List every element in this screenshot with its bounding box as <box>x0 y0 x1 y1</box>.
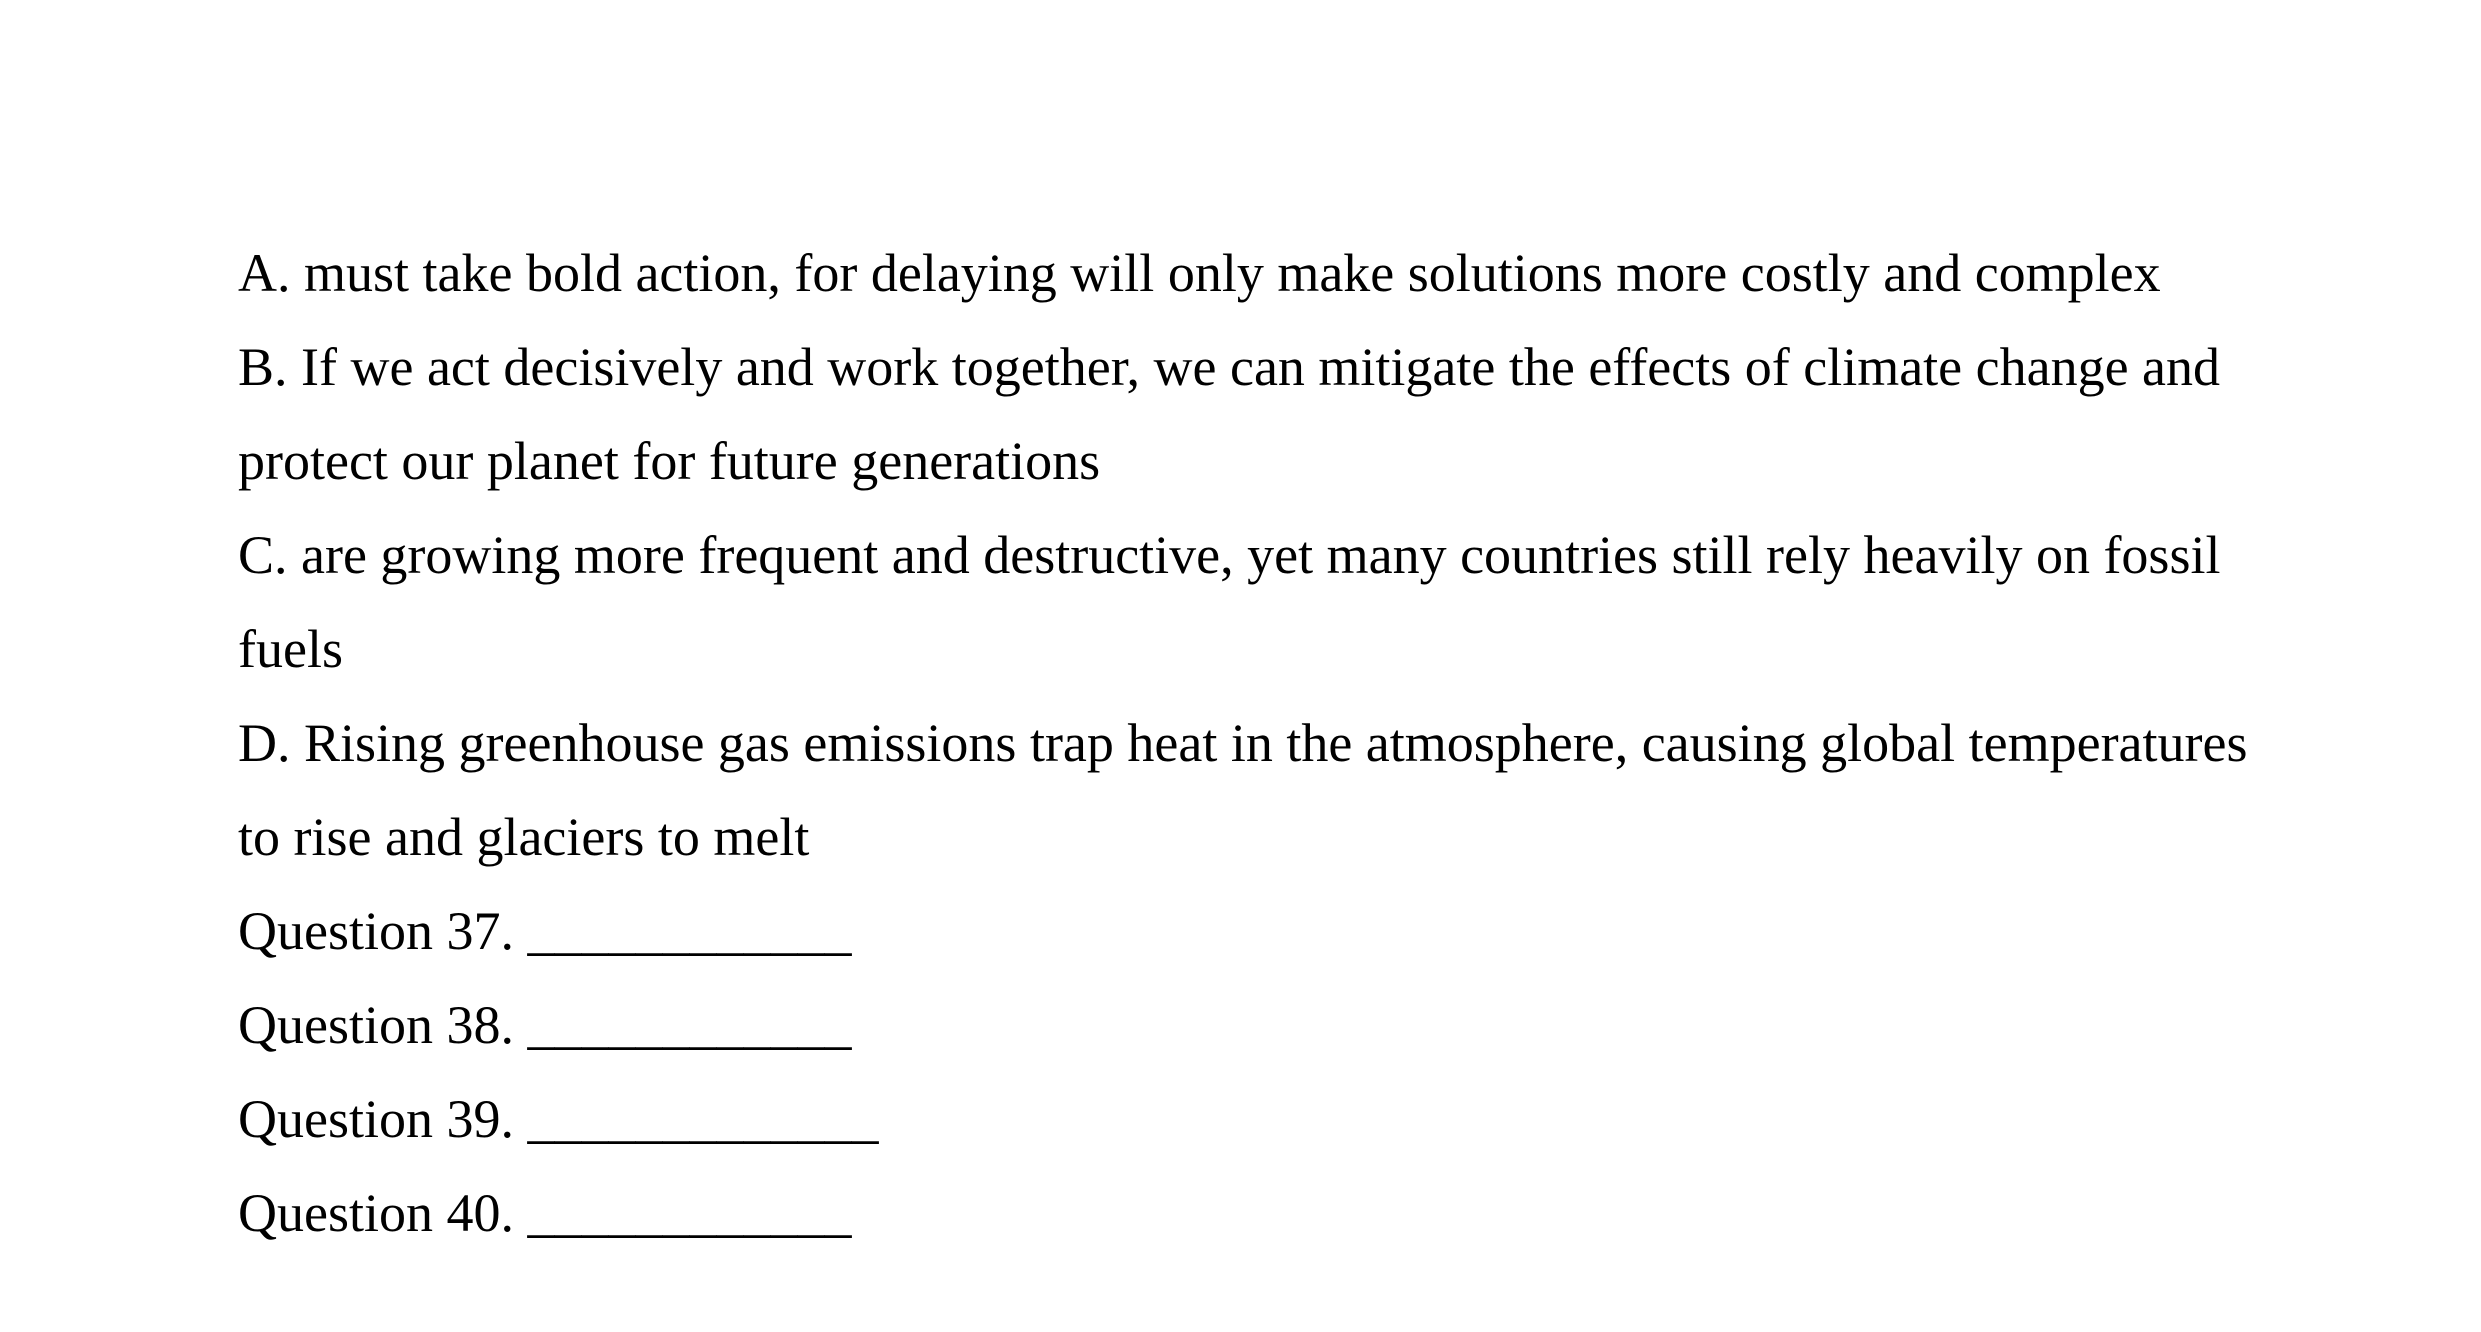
question-40-answer-blank[interactable]: ____________ <box>527 1183 852 1243</box>
question-39-label: Question 39. <box>238 1089 514 1149</box>
question-38-label: Question 38. <box>238 995 514 1055</box>
question-38-answer-blank[interactable]: ____________ <box>527 995 852 1055</box>
option-b-line-2: protect our planet for future generations <box>238 431 1101 491</box>
document-page <box>238 226 2368 1260</box>
question-37-label: Question 37. <box>238 901 514 961</box>
question-40-label: Question 40. <box>238 1183 514 1243</box>
option-d-line-1: D. Rising greenhouse gas emissions trap heat in the atmosphere, causing global temperatures <box>238 713 2248 773</box>
option-c-line-2: fuels <box>238 619 343 679</box>
option-a-line-1: A. must take bold action, for delaying will only make solutions more costly and complex <box>238 243 2161 303</box>
option-b-line-1: B. If we act decisively and work together, we can mitigate the effects of climate change and <box>238 337 2221 397</box>
option-c <box>238 508 2368 696</box>
question-39 <box>238 1072 2368 1166</box>
question-38 <box>238 978 2368 1072</box>
question-39-answer-blank[interactable]: _____________ <box>527 1089 879 1149</box>
option-c-line-1: C. are growing more frequent and destructive, yet many countries still rely heavily on fossil <box>238 525 2221 585</box>
question-40 <box>238 1166 2368 1260</box>
question-37 <box>238 884 2368 978</box>
question-37-answer-blank[interactable]: ____________ <box>527 901 852 961</box>
option-a <box>238 226 2368 320</box>
option-d <box>238 696 2368 884</box>
option-d-line-2: to rise and glaciers to melt <box>238 807 810 867</box>
option-b <box>238 320 2368 508</box>
